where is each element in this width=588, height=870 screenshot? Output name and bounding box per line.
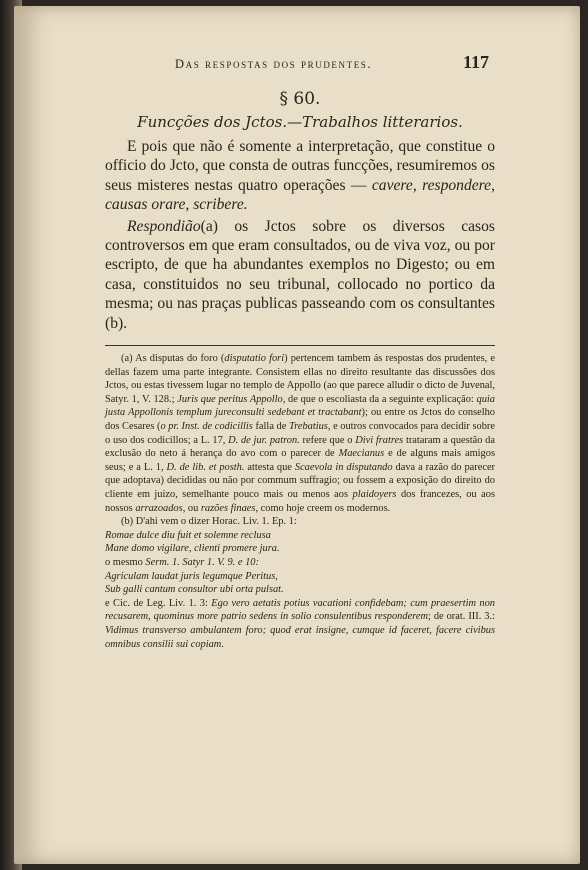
footnote-a-italic: Divi fratres <box>355 434 404 446</box>
footnote-a-italic: Juris que peritus Appollo <box>177 393 283 405</box>
paragraph-1-text: E pois que não é somente a interpretação, que constitue o officio do Jcto, que consta de outras funcções, resumiremos os seus misteres nestas quatro operações — <box>105 138 495 194</box>
footnote-a-part: e de alguns mais amigos seus; e a L. 1, <box>105 448 495 473</box>
footnote-b-part: o mesmo <box>105 556 143 568</box>
footnote-a-italic: D. de jur. patron. <box>228 434 300 446</box>
footnote-a-italic: disputatio fori <box>224 353 285 365</box>
section-heading: Funcções dos Jctos.—Trabalhos litterarios. <box>137 113 463 131</box>
footnote-a-part: trataram a questão da exclusão do neto á herança do avo com o parecer de <box>105 434 495 460</box>
footnote-a-italic: o pr. Inst. de codicillis <box>160 421 253 433</box>
verse-line: Romae dulce diu fuit et solemne reclusa <box>105 529 271 541</box>
footnote-a-part: (a) As disputas do foro ( <box>121 353 225 365</box>
verse-line: Agriculam laudat juris legumque Peritus, <box>105 570 278 582</box>
footnote-a-part: ); ou entre os Jctos do conselho dos Cesares ( <box>105 407 495 433</box>
section-number: § 60. <box>279 89 321 109</box>
footnote-b-part: ; de orat. III. 3.: <box>427 611 495 623</box>
verse-line: Mane domo vigilare, clienti promere jura. <box>105 543 280 555</box>
footnote-b-cicero <box>105 597 495 651</box>
footnote-a-italic: quia justa Appollonis templum jureconsulti sedebant et tractabant <box>105 393 495 419</box>
footnote-a-part: , como hoje creem os modernos. <box>255 502 391 514</box>
footnote-rule <box>105 345 495 346</box>
footnote-b: (b) D'ahi vem o dizer Horac. Liv. 1. Ep. 1: <box>121 516 297 528</box>
footnote-a-part: ) pertencem tambem ás respostas dos prudentes, e dellas fazem uma parte integrante. Consistem ellas no direito resultante das discussões dos Jctos, ou estas tivessem lugar no templo de Appollo (ao que parece alludir o dicto de Juvenal, Satyr. 1, V. 128.; <box>105 353 496 405</box>
footnote-a-italic: Scaevola in disputando <box>294 461 393 473</box>
footnote-a <box>105 352 495 515</box>
footnote-b-cont <box>105 556 495 570</box>
footnote-a-italic: arrazoados <box>135 502 183 514</box>
footnote-a-italic: Maecianus <box>338 448 385 460</box>
paragraph-1-terms: cavere, respondere, causas orare, scribere. <box>105 176 495 214</box>
verse-line: Sub galli cantum consultor ubi orta pulsat. <box>105 584 284 596</box>
paragraph-2-lead: Respondião <box>127 217 201 235</box>
running-title: Das respostas dos prudentes. <box>175 57 373 71</box>
paragraph-2 <box>105 217 495 333</box>
footnote-a-part: attesta que <box>247 461 292 473</box>
footnote-a-part: , ou <box>182 502 199 514</box>
footnote-b-italic: Vidimus transverso ambulantem foro; quod erat insigne, cumque id faceret, facere civibus omnibus consilii sui copiam. <box>105 624 495 650</box>
footnote-a-italic: D. de lib. et posth. <box>166 461 245 473</box>
footnote-a-part: falla de <box>255 421 287 433</box>
footnote-b-italic: Ego vero aetatis potius vacationi confidebam; cum praesertim non recusarem, quominus more patrio sedens in solio consulentibus responderem <box>105 597 496 623</box>
footnote-b-part: e Cic. de Leg. Liv. 1. 3: <box>105 597 208 609</box>
page-number: 117 <box>462 52 489 72</box>
footnote-a-italic: Trebatius <box>288 421 328 433</box>
page-content <box>105 52 495 651</box>
footnote-a-part: refere que o <box>302 434 353 446</box>
footnote-a-part: dos francezes, ou aos nossos <box>105 489 495 514</box>
footnote-a-part: , e outros convocados para decidir sobre o uso dos codicillos; a L. 17, <box>105 421 495 446</box>
running-header <box>105 52 495 73</box>
paragraph-1 <box>105 137 495 215</box>
footnotes <box>105 352 495 651</box>
footnote-a-part: , de que o escoliasta da a seguinte explicação: <box>282 393 474 405</box>
footnote-a-italic: plaidoyers <box>352 489 397 500</box>
footnote-b-italic: Serm. 1. Satyr 1. V. 9. e 10: <box>145 556 259 568</box>
footnote-a-italic: razões finaes <box>200 502 256 514</box>
paragraph-2-text: (a) os Jctos sobre os diversos casos controversos em que eram consultados, ou de viva voz, ou por escripto, de que ha abundantes exemplos no Digesto; ou em casa, constituidos no seu tribunal, collocado no portico da mesma; ou nas praças publicas passeando com os consultantes (b). <box>105 217 495 332</box>
footnote-a-part: dava a razão do parecer que adoptava) decididas ou não por commum suffragio; ou fossem a exposição do direito do cliente em juizo, semelhante pouco mais ou menos aos <box>105 461 496 500</box>
